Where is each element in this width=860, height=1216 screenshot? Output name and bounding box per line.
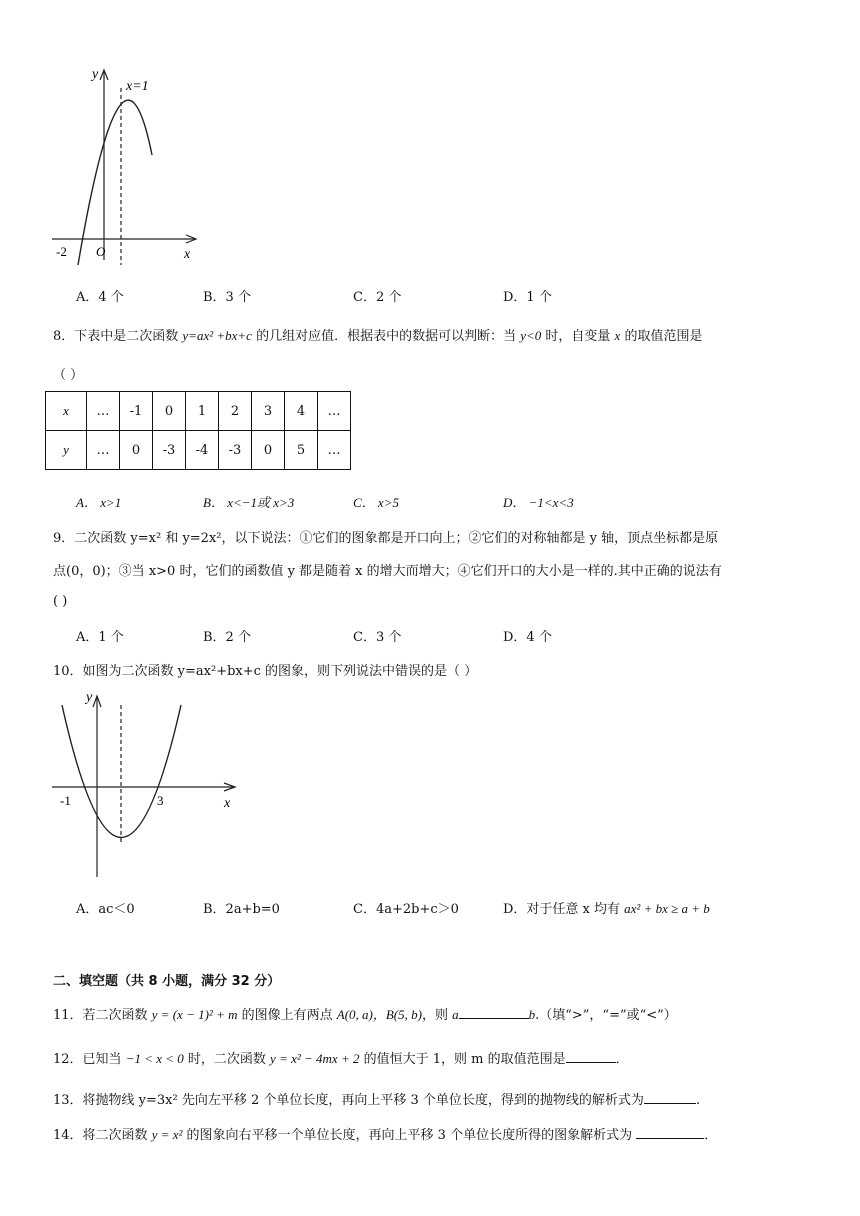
- table-cell: …: [318, 431, 351, 470]
- table-cell: 0: [153, 392, 186, 431]
- q8-paren: （ ）: [53, 368, 84, 383]
- q10-option-c: C．4a+2b+c＞0: [353, 902, 459, 917]
- q9-option-d: D．4 个: [503, 630, 552, 645]
- q7-option-c: C．2 个: [353, 290, 402, 305]
- table-cell: …: [87, 392, 120, 431]
- table-cell: 0: [252, 431, 285, 470]
- table-cell: …: [318, 392, 351, 431]
- graph2-x-label: x: [224, 796, 231, 811]
- graph2-right-root: 3: [157, 793, 164, 808]
- answer-blank[interactable]: [636, 1125, 704, 1139]
- q10-option-d: D．对于任意 x 均有 ax² + bx ≥ a + b: [503, 901, 710, 917]
- q8-value-table: [45, 391, 351, 470]
- graph1-y-label: y: [92, 67, 99, 82]
- table-cell: -3: [219, 431, 252, 470]
- table-header-y: y: [46, 431, 87, 470]
- table-cell: 3: [252, 392, 285, 431]
- table-cell: -1: [120, 392, 153, 431]
- graph1-origin-label: O: [96, 244, 106, 259]
- answer-blank[interactable]: [566, 1049, 616, 1063]
- q11-text: 11．若二次函数 y = (x − 1)² + m 的图像上有两点 A(0, a)，B(5, b)，则 a b.（填“>”，“=”或“<”）: [53, 1007, 677, 1023]
- table-cell: -4: [186, 431, 219, 470]
- table-row: [46, 392, 351, 431]
- table-cell: 5: [285, 431, 318, 470]
- graph-parabola-up: [48, 685, 243, 880]
- section-title: 二、填空题（共 8 小题，满分 32 分）: [53, 974, 281, 989]
- q10-option-a: A．ac＜0: [76, 902, 135, 917]
- table-cell: 2: [219, 392, 252, 431]
- table-cell: …: [87, 431, 120, 470]
- q7-option-a: A．4 个: [76, 290, 124, 305]
- graph2-left-root: -1: [60, 793, 71, 808]
- table-cell: -3: [153, 431, 186, 470]
- q8-option-b: B． x<−1或 x>3: [203, 495, 295, 510]
- q13-text: 13．将抛物线 y=3x² 先向左平移 2 个单位长度，再向上平移 3 个单位长度，得到的抛物线的解析式为 .: [53, 1089, 700, 1108]
- q9-option-c: C．3 个: [353, 630, 402, 645]
- graph-parabola-down: [50, 60, 210, 265]
- q8-option-a: A． x>1: [76, 495, 122, 510]
- q9-option-a: A．1 个: [76, 630, 124, 645]
- answer-blank[interactable]: [459, 1005, 529, 1019]
- q12-text: 12．已知当 −1 < x < 0 时，二次函数 y = x² − 4mx + 2 的值恒大于 1，则 m 的取值范围是 ．: [53, 1051, 629, 1067]
- q7-option-d: D．1 个: [503, 290, 552, 305]
- table-header-x: x: [46, 392, 87, 431]
- table-row: [46, 431, 351, 470]
- q8-option-d: D． −1<x<3: [503, 495, 574, 510]
- q9-option-b: B．2 个: [203, 630, 251, 645]
- graph1-root-label: -2: [56, 244, 67, 259]
- graph1-vertex-label: x=1: [126, 79, 149, 94]
- graph1-x-label: x: [184, 247, 191, 262]
- q9-line-2: 点(0，0)；③当 x>0 时，它们的函数值 y 都是随着 x 的增大而增大；④它们开口的大小是一样的.其中正确的说法有: [53, 564, 722, 579]
- q10-option-b: B．2a+b=0: [203, 902, 280, 917]
- q10-text: 10．如图为二次函数 y=ax²+bx+c 的图象，则下列说法中错误的是（ ）: [53, 664, 478, 679]
- table-cell: 0: [120, 431, 153, 470]
- q7-option-b: B．3 个: [203, 290, 251, 305]
- q8-text: 8．下表中是二次函数 y=ax² +bx+c 的几组对应值．根据表中的数据可以判断：当 y<0 时，自变量 x 的取值范围是: [53, 328, 703, 344]
- q9-line-1: 9．二次函数 y=x² 和 y=2x²，以下说法：①它们的图象都是开口向上；②它们的对称轴都是 y 轴，顶点坐标都是原: [53, 531, 719, 546]
- q9-line-3: ( ): [53, 594, 68, 609]
- table-cell: 4: [285, 392, 318, 431]
- q8-option-c: C． x>5: [353, 495, 399, 510]
- table-cell: 1: [186, 392, 219, 431]
- answer-blank[interactable]: [644, 1090, 696, 1104]
- graph2-y-label: y: [86, 690, 93, 705]
- q14-text: 14．将二次函数 y = x² 的图象向右平移一个单位长度，再向上平移 3 个单位长度所得的图象解析式为 ．: [53, 1127, 718, 1143]
